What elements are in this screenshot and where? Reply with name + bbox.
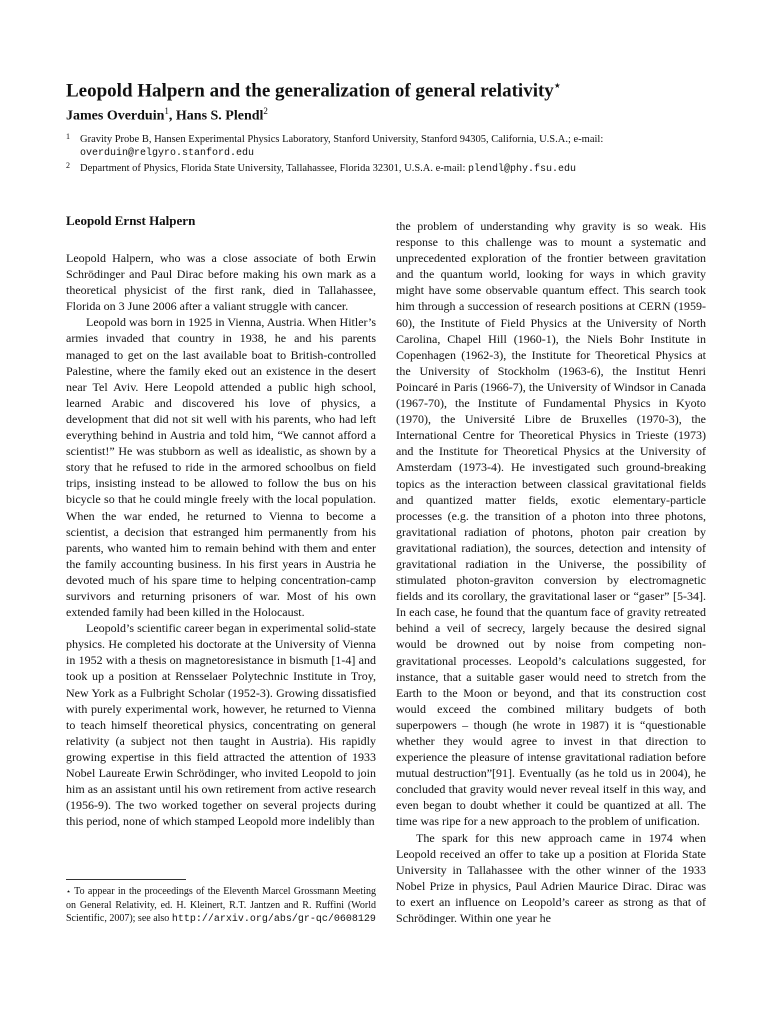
- left-column: [66, 250, 376, 829]
- right-column: [396, 218, 706, 926]
- title-footnote-mark: ⋆: [553, 80, 561, 92]
- footnote: [66, 885, 376, 927]
- author-name: Hans S. Plendl: [175, 108, 264, 124]
- affiliation-number: 2: [66, 161, 70, 170]
- author-affiliation-mark: 2: [263, 106, 268, 116]
- body-paragraph: Leopold’s scientific career began in experimental solid-state physics. He completed his doctorate at the University of Vienna in 1952 with a thesis on magnetoresistance in bismuth [1-4] and took up a position at Rensselaer Polytechnic Institute in Troy, New York as a Fulbright Scholar (1952-3). Growing dissatisfied with purely experimental work, however, he returned to Vienna to teach himself theoretical physics, concentrating on general relativity (a subject not then taught in Austria). His rapidly growing expertise in this field attracted the attention of 1933 Nobel Laureate Erwin Schrödinger, who invited Leopold to join him as an assistant until his own retirement from active research (1956-9). The two worked together on several projects during this period, none of which stamped Leopold more indelibly than: [66, 621, 376, 829]
- paper-title-text: Leopold Halpern and the generalization of general relativity: [66, 80, 554, 102]
- section-heading: Leopold Ernst Halpern: [66, 213, 196, 228]
- affiliation-1: [66, 133, 726, 160]
- footnote-link[interactable]: http://arxiv.org/abs/gr-qc/0608129: [171, 914, 376, 926]
- footnote-mark: ⋆: [66, 887, 72, 896]
- body-paragraph: The spark for this new approach came in 1974 when Leopold received an offer to take up a position at Florida State University in Tallahassee with the other winner of the 1933 Nobel Prize in physics, Paul Adrien Maurice Dirac. Dirac was to exert an influence on Leopold’s career as strong as that of Schrödinger. Within one year he: [396, 830, 706, 926]
- body-paragraph: the problem of understanding why gravity is so weak. His response to this challenge was to mount a systematic and unprecedented exploration of the frontier between gravitation and the quantum world, looking for ways in which gravity might have some observable quantum effect. This search took him through a succession of research positions at CERN (1959-60), the Institute of Field Physics at the University of North Carolina, Chapel Hill (1960-1), the Niels Bohr Institute in Copenhagen (1962-3), the Institute for Theoretical Physics at the University of Stockholm (1963-6), the Institut Henri Poincaré in Paris (1966-7), the University of Windsor in Canada (1967-70), the Institute of Fundamental Physics in Kyoto (1970), the Université Libre de Bruxelles (1970-3), the International Centre for Theoretical Physics in Trieste (1973) and the Institute for Theoretical Physics at the University of Amsterdam (1973-4). He investigated such ground-breaking topics as the interaction between classical gravitational fields and quantized matter fields, exotic elementary-particle processes (e.g. the transition of a photon into three photons, gravitational radiation of photons, photon pair creation by gravitational radiation), the sources, detection and intensity of gravitational radiation in the Universe, the possibility of stimulated photon-graviton conversion by electromagnetic fields and its corollary, the gravitational laser or “gaser” [5-34]. In each case, he found that the quantum face of gravity retreated behind a veil of secrecy, largely because the desired signal would be drowned out by noise from competing non-gravitational processes. Leopold’s calculations suggested, for instance, that a suitable gaser would need to stretch from the Earth to the Moon or beyond, and that its construction cost would exceed the combined military budgets of both superpowers – though (he wrote in 1987) it is “questionable whether they would agree to invest in that direction to experience the pleasure of intense gravitational radiation before mutual destruction”[91]. Eventually (as he told us in 2004), he concluded that gravity would never reveal itself in this way, and even began to doubt whether it could be quantized at all. The time was ripe for a new approach to the problem of unification.: [396, 219, 706, 829]
- affiliation-2: [66, 162, 726, 177]
- author-name: James Overduin: [66, 108, 165, 124]
- affiliation-text: Department of Physics, Florida State University, Tallahassee, Florida 32301, U.S.A. e-mail:: [80, 163, 468, 174]
- footnote-rule: [66, 879, 186, 880]
- footnote-text: To appear in the proceedings of the Eleventh Marcel Grossmann Meeting on General Relativity, ed. H. Kleinert, R.T. Jantzen and R. Ruffini (World Scientific, 2007); see also: [66, 886, 376, 925]
- author-list: [66, 106, 268, 125]
- author-affiliation-mark: 1: [164, 106, 169, 116]
- paper-title: [66, 74, 726, 103]
- author-separator: ,: [168, 108, 176, 124]
- body-paragraph: Leopold was born in 1925 in Vienna, Austria. When Hitler’s armies invaded that country in 1938, he and his parents managed to get on the last available boat to British-controlled Palestine, where the family eked out an existence in the desert near Tel Aviv. Here Leopold attended a public high school, learned Arabic and discovered his love of physics, a development that did not sit well with his parents, who had left everything behind in Austria and told him, “We cannot afford a scientist!” He was stubborn as well as idealistic, as shown by a story that he refused to ride in the armored schoolbus on field trips, insisting instead to be allowed to follow the bus on his bicycle so that he could mingle freely with the local population. When the war ended, he returned to Vienna to become a scientist, a decision that estranged him permanently from his parents, who wanted him to remain behind with them and enter the family accounting business. In his first years in Austria he devoted much of his spare time to helping concentration-camp survivors and returning prisoners of war. Most of his own extended family had been killed in the Holocaust.: [66, 315, 376, 620]
- affiliation-number: 1: [66, 132, 70, 141]
- affiliation-text: Gravity Probe B, Hansen Experimental Physics Laboratory, Stanford University, Stanford 94305, California, U.S.A.; e-mail:: [80, 134, 604, 145]
- affiliation-email[interactable]: overduin@relgyro.stanford.edu: [80, 147, 255, 159]
- affiliation-email[interactable]: plendl@phy.fsu.edu: [468, 164, 577, 175]
- body-paragraph: Leopold Halpern, who was a close associate of both Erwin Schrödinger and Paul Dirac before making his own mark as a theoretical physicist of the first rank, died in Tallahassee, Florida on 3 June 2006 after a valiant struggle with cancer.: [66, 251, 376, 314]
